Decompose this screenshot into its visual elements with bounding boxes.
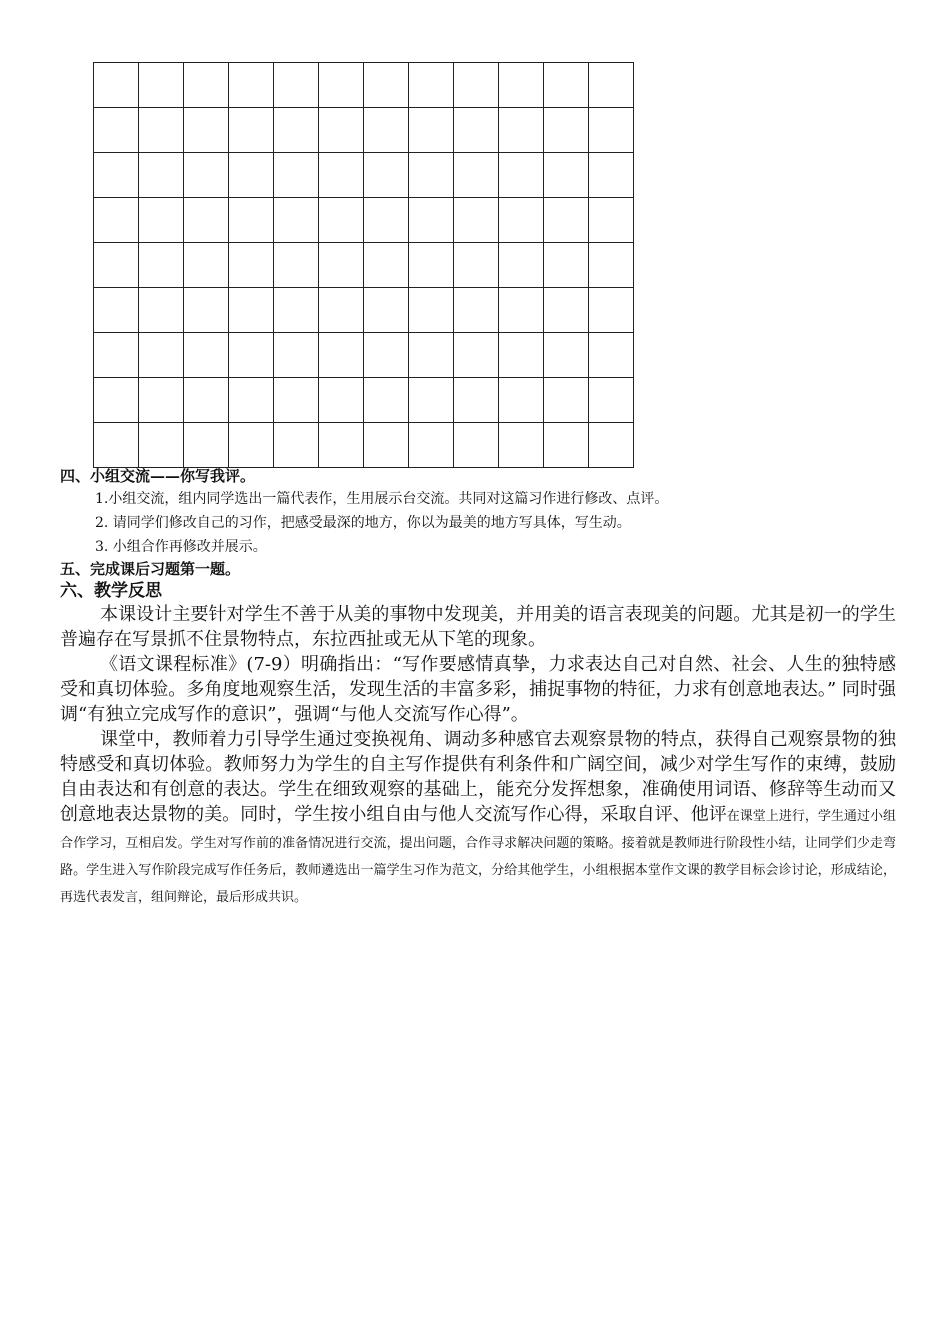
- grid-cell: [184, 153, 229, 198]
- grid-row: [94, 63, 634, 108]
- grid-cell: [454, 108, 499, 153]
- reflection-paragraph-1: 本课设计主要针对学生不善于从美的事物中发现美，并用美的语言表现美的问题。尤其是初一的学生普遍存在写景抓不住景物特点，东拉西扯或无从下笔的现象。: [60, 604, 896, 650]
- grid-cell: [229, 153, 274, 198]
- grid-cell: [454, 378, 499, 423]
- grid-cell: [229, 198, 274, 243]
- grid-cell: [319, 423, 364, 468]
- grid-cell: [94, 378, 139, 423]
- grid-cell: [499, 108, 544, 153]
- grid-row: [94, 198, 634, 243]
- grid-cell: [454, 243, 499, 288]
- grid-cell: [139, 333, 184, 378]
- reflection-paragraph-2: 《语文课程标准》(7-9）明确指出：“写作要感情真挚，力求表达自己对自然、社会、人生的独特感受和真切体验。多角度地观察生活，发现生活的丰富多彩，捕捉事物的特征，力求有创意地表达。” 同时强调“有独立完成写作的意识”，强调“与他人交流写作心得”。: [60, 654, 896, 725]
- grid-cell: [409, 423, 454, 468]
- grid-cell: [229, 63, 274, 108]
- grid-cell: [544, 288, 589, 333]
- grid-cell: [184, 198, 229, 243]
- grid-cell: [139, 288, 184, 333]
- grid-cell: [139, 108, 184, 153]
- section-4-item-3: 3. 小组合作再修改并展示。: [95, 539, 267, 555]
- grid-cell: [139, 243, 184, 288]
- grid-cell: [139, 198, 184, 243]
- grid-cell: [319, 288, 364, 333]
- grid-row: [94, 378, 634, 423]
- grid-row: [94, 288, 634, 333]
- grid-cell: [544, 243, 589, 288]
- section-4-heading: 四、小组交流——你写我评。: [60, 467, 256, 485]
- grid-cell: [139, 63, 184, 108]
- grid-cell: [184, 243, 229, 288]
- reflection-paragraph-3-main: 课堂中，教师着力引导学生通过变换视角、调动多种感官去观察景物的特点，获得自己观察景物的独特感受和真切体验。教师努力为学生的自主写作提供有利条件和广阔空间，减少对学生写作的束缚，鼓励自由表达和有创意的表达。学生在细致观察的基础上，能充分发挥想象，准确使用词语、修辞等生动而又创意地表达景物的美。同时，学生按小组自由与他人交流写作心得，采取自评、他评: [60, 729, 896, 825]
- grid-cell: [589, 63, 634, 108]
- grid-cell: [94, 243, 139, 288]
- grid-cell: [454, 423, 499, 468]
- grid-cell: [544, 198, 589, 243]
- grid-cell: [319, 108, 364, 153]
- grid-cell: [229, 423, 274, 468]
- reflection-paragraph-3-small: 在课堂上进行，学生通过小组合作学习，互相启发。学生对写作前的准备情况进行交流，提出问题，合作寻求解决问题的策略。接着就是教师进行阶段性小结，让同学们少走弯路。学生进入写作阶段完成写作任务后，教师遴选出一篇学生习作为范文，分给其他学生，小组根据本堂作文课的教学目标会诊讨论，形成结论，再选代表发言，组间辩论，最后形成共识。: [60, 809, 896, 905]
- grid-cell: [184, 423, 229, 468]
- grid-cell: [499, 243, 544, 288]
- grid-cell: [319, 63, 364, 108]
- grid-cell: [94, 153, 139, 198]
- grid-cell: [184, 108, 229, 153]
- grid-cell: [544, 423, 589, 468]
- grid-cell: [319, 153, 364, 198]
- grid-cell: [544, 333, 589, 378]
- grid-cell: [499, 423, 544, 468]
- grid-cell: [499, 63, 544, 108]
- grid-cell: [454, 63, 499, 108]
- grid-cell: [499, 378, 544, 423]
- grid-cell: [589, 108, 634, 153]
- grid-cell: [454, 288, 499, 333]
- grid-cell: [274, 63, 319, 108]
- grid-cell: [94, 423, 139, 468]
- grid-cell: [274, 288, 319, 333]
- grid-cell: [274, 243, 319, 288]
- grid-cell: [274, 153, 319, 198]
- grid-cell: [364, 378, 409, 423]
- grid-cell: [364, 243, 409, 288]
- grid-row: [94, 153, 634, 198]
- grid-cell: [94, 288, 139, 333]
- grid-cell: [409, 288, 454, 333]
- grid-cell: [274, 108, 319, 153]
- grid-cell: [274, 198, 319, 243]
- grid-cell: [544, 153, 589, 198]
- grid-cell: [544, 108, 589, 153]
- grid-cell: [274, 333, 319, 378]
- grid-cell: [589, 153, 634, 198]
- grid-cell: [229, 288, 274, 333]
- grid-cell: [229, 243, 274, 288]
- grid-cell: [364, 108, 409, 153]
- grid-cell: [454, 333, 499, 378]
- grid-cell: [94, 198, 139, 243]
- section-5-heading: 五、完成课后习题第一题。: [60, 560, 241, 578]
- grid-cell: [364, 333, 409, 378]
- grid-row: [94, 108, 634, 153]
- grid-cell: [544, 378, 589, 423]
- document-body: [60, 466, 896, 910]
- grid-cell: [184, 333, 229, 378]
- grid-cell: [364, 288, 409, 333]
- grid-row: [94, 243, 634, 288]
- grid-cell: [229, 333, 274, 378]
- grid-cell: [409, 378, 454, 423]
- section-6-heading: 六、教学反思: [60, 581, 162, 601]
- grid-cell: [319, 333, 364, 378]
- grid-cell: [454, 153, 499, 198]
- grid-cell: [364, 63, 409, 108]
- grid-cell: [94, 63, 139, 108]
- grid-cell: [184, 63, 229, 108]
- grid-cell: [184, 288, 229, 333]
- grid-cell: [139, 423, 184, 468]
- grid-cell: [409, 63, 454, 108]
- grid-row: [94, 333, 634, 378]
- grid-cell: [409, 108, 454, 153]
- grid-cell: [589, 243, 634, 288]
- grid-cell: [364, 198, 409, 243]
- grid-cell: [409, 333, 454, 378]
- grid-cell: [139, 153, 184, 198]
- grid-cell: [229, 378, 274, 423]
- grid-cell: [319, 243, 364, 288]
- grid-cell: [409, 198, 454, 243]
- grid-cell: [319, 198, 364, 243]
- grid-cell: [499, 153, 544, 198]
- section-4-item-2: 2. 请同学们修改自己的习作，把感受最深的地方，你以为最美的地方写具体，写生动。: [95, 515, 631, 531]
- grid-cell: [229, 108, 274, 153]
- grid-cell: [589, 423, 634, 468]
- section-4-item-1: 1.小组交流，组内同学选出一篇代表作，生用展示台交流。共同对这篇习作进行修改、点评。: [95, 491, 669, 507]
- grid-cell: [319, 378, 364, 423]
- grid-cell: [589, 333, 634, 378]
- grid-row: [94, 423, 634, 468]
- grid-cell: [589, 198, 634, 243]
- grid-cell: [139, 378, 184, 423]
- grid-cell: [274, 378, 319, 423]
- grid-cell: [94, 108, 139, 153]
- grid-cell: [589, 288, 634, 333]
- grid-cell: [499, 288, 544, 333]
- grid-cell: [589, 378, 634, 423]
- grid-cell: [364, 423, 409, 468]
- grid-cell: [274, 423, 319, 468]
- grid-cell: [499, 333, 544, 378]
- grid-cell: [409, 243, 454, 288]
- grid-cell: [94, 333, 139, 378]
- grid-cell: [409, 153, 454, 198]
- grid-cell: [454, 198, 499, 243]
- grid-cell: [499, 198, 544, 243]
- grid-cell: [364, 153, 409, 198]
- grid-cell: [184, 378, 229, 423]
- writing-grid: [93, 62, 634, 468]
- reflection-paragraph-3: [60, 727, 896, 910]
- grid-cell: [544, 63, 589, 108]
